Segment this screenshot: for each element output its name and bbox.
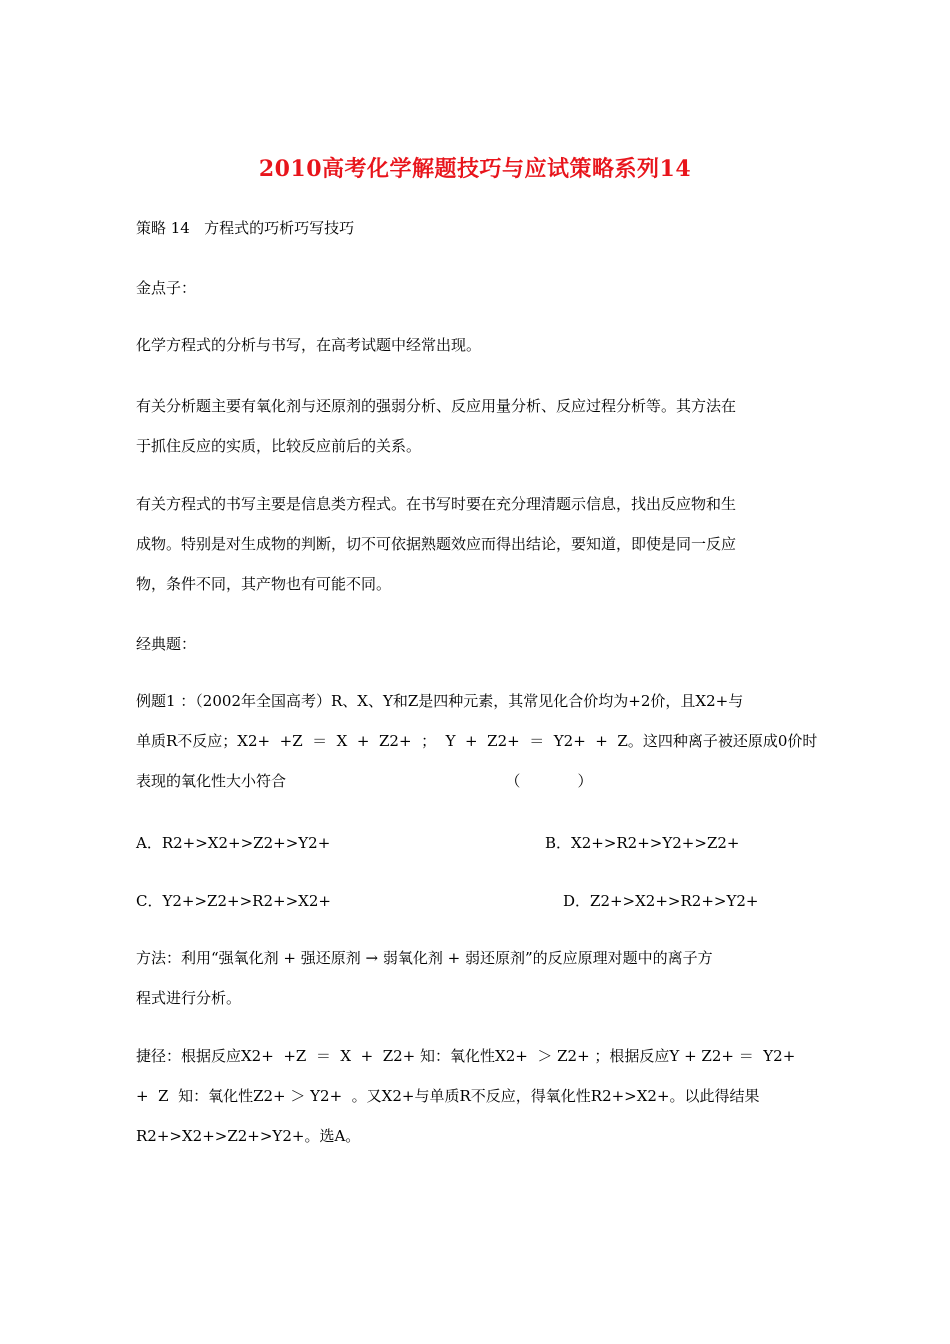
example-line: 单质R不反应；X2+ +Z ＝ X + Z2+ ； Y + Z2+ ＝ Y2+ + Z。这四种离子被还原成0价时 (136, 732, 818, 750)
intro-paragraph: 化学方程式的分析与书写，在高考试题中经常出现。 (136, 336, 482, 354)
document-title: 2010高考化学解题技巧与应试策略系列14 (258, 156, 692, 182)
example-line: 表现的氧化性大小符合 （ ） (136, 772, 593, 790)
analysis-line: 有关分析题主要有氧化剂与还原剂的强弱分析、反应用量分析、反应过程分析等。其方法在 (136, 397, 737, 415)
writing-line: 有关方程式的书写主要是信息类方程式。在书写时要在充分理清题示信息，找出反应物和生 (136, 495, 737, 513)
shortcut-line: 捷径：根据反应X2+ +Z ＝ X + Z2+ 知：氧化性X2+ ＞ Z2+ ；根据反应Y + Z2+ ＝ Y2+ (136, 1047, 796, 1065)
analysis-paragraph (136, 386, 816, 466)
option-a: A．R2+>X2+>Z2+>Y2+ (136, 834, 331, 852)
classic-label: 经典题： (136, 635, 197, 653)
option-c: C．Y2+>Z2+>R2+>X2+ (136, 892, 331, 910)
method-line: 程式进行分析。 (136, 989, 242, 1007)
method-line: 方法：利用“强氧化剂 + 强还原剂 → 弱氧化剂 + 弱还原剂”的反应原理对题中的离子方 (136, 949, 713, 967)
writing-paragraph (136, 484, 816, 604)
method-paragraph (136, 938, 816, 1018)
example-line: 例题1 ：（2002年全国高考）R、X、Y和Z是四种元素，其常见化合价均为+2价，且X2+与 (136, 692, 744, 710)
analysis-line: 于抓住反应的实质，比较反应前后的关系。 (136, 437, 422, 455)
option-d: D．Z2+>X2+>R2+>Y2+ (563, 892, 759, 910)
strategy-heading: 策略 14 方程式的巧析巧写技巧 (136, 219, 355, 237)
shortcut-line: + Z 知：氧化性Z2+ ＞ Y2+ 。又X2+与单质R不反应，得氧化性R2+>X2+。以此得结果 (136, 1087, 760, 1105)
writing-line: 成物。特别是对生成物的判断，切不可依据熟题效应而得出结论，要知道，即使是同一反应 (136, 535, 737, 553)
shortcut-paragraph (136, 1036, 816, 1156)
option-b: B．X2+>R2+>Y2+>Z2+ (545, 834, 740, 852)
golden-label: 金点子： (136, 279, 197, 297)
shortcut-line: R2+>X2+>Z2+>Y2+。选A。 (136, 1127, 361, 1145)
example-paragraph (136, 681, 816, 801)
writing-line: 物，条件不同，其产物也有可能不同。 (136, 575, 392, 593)
